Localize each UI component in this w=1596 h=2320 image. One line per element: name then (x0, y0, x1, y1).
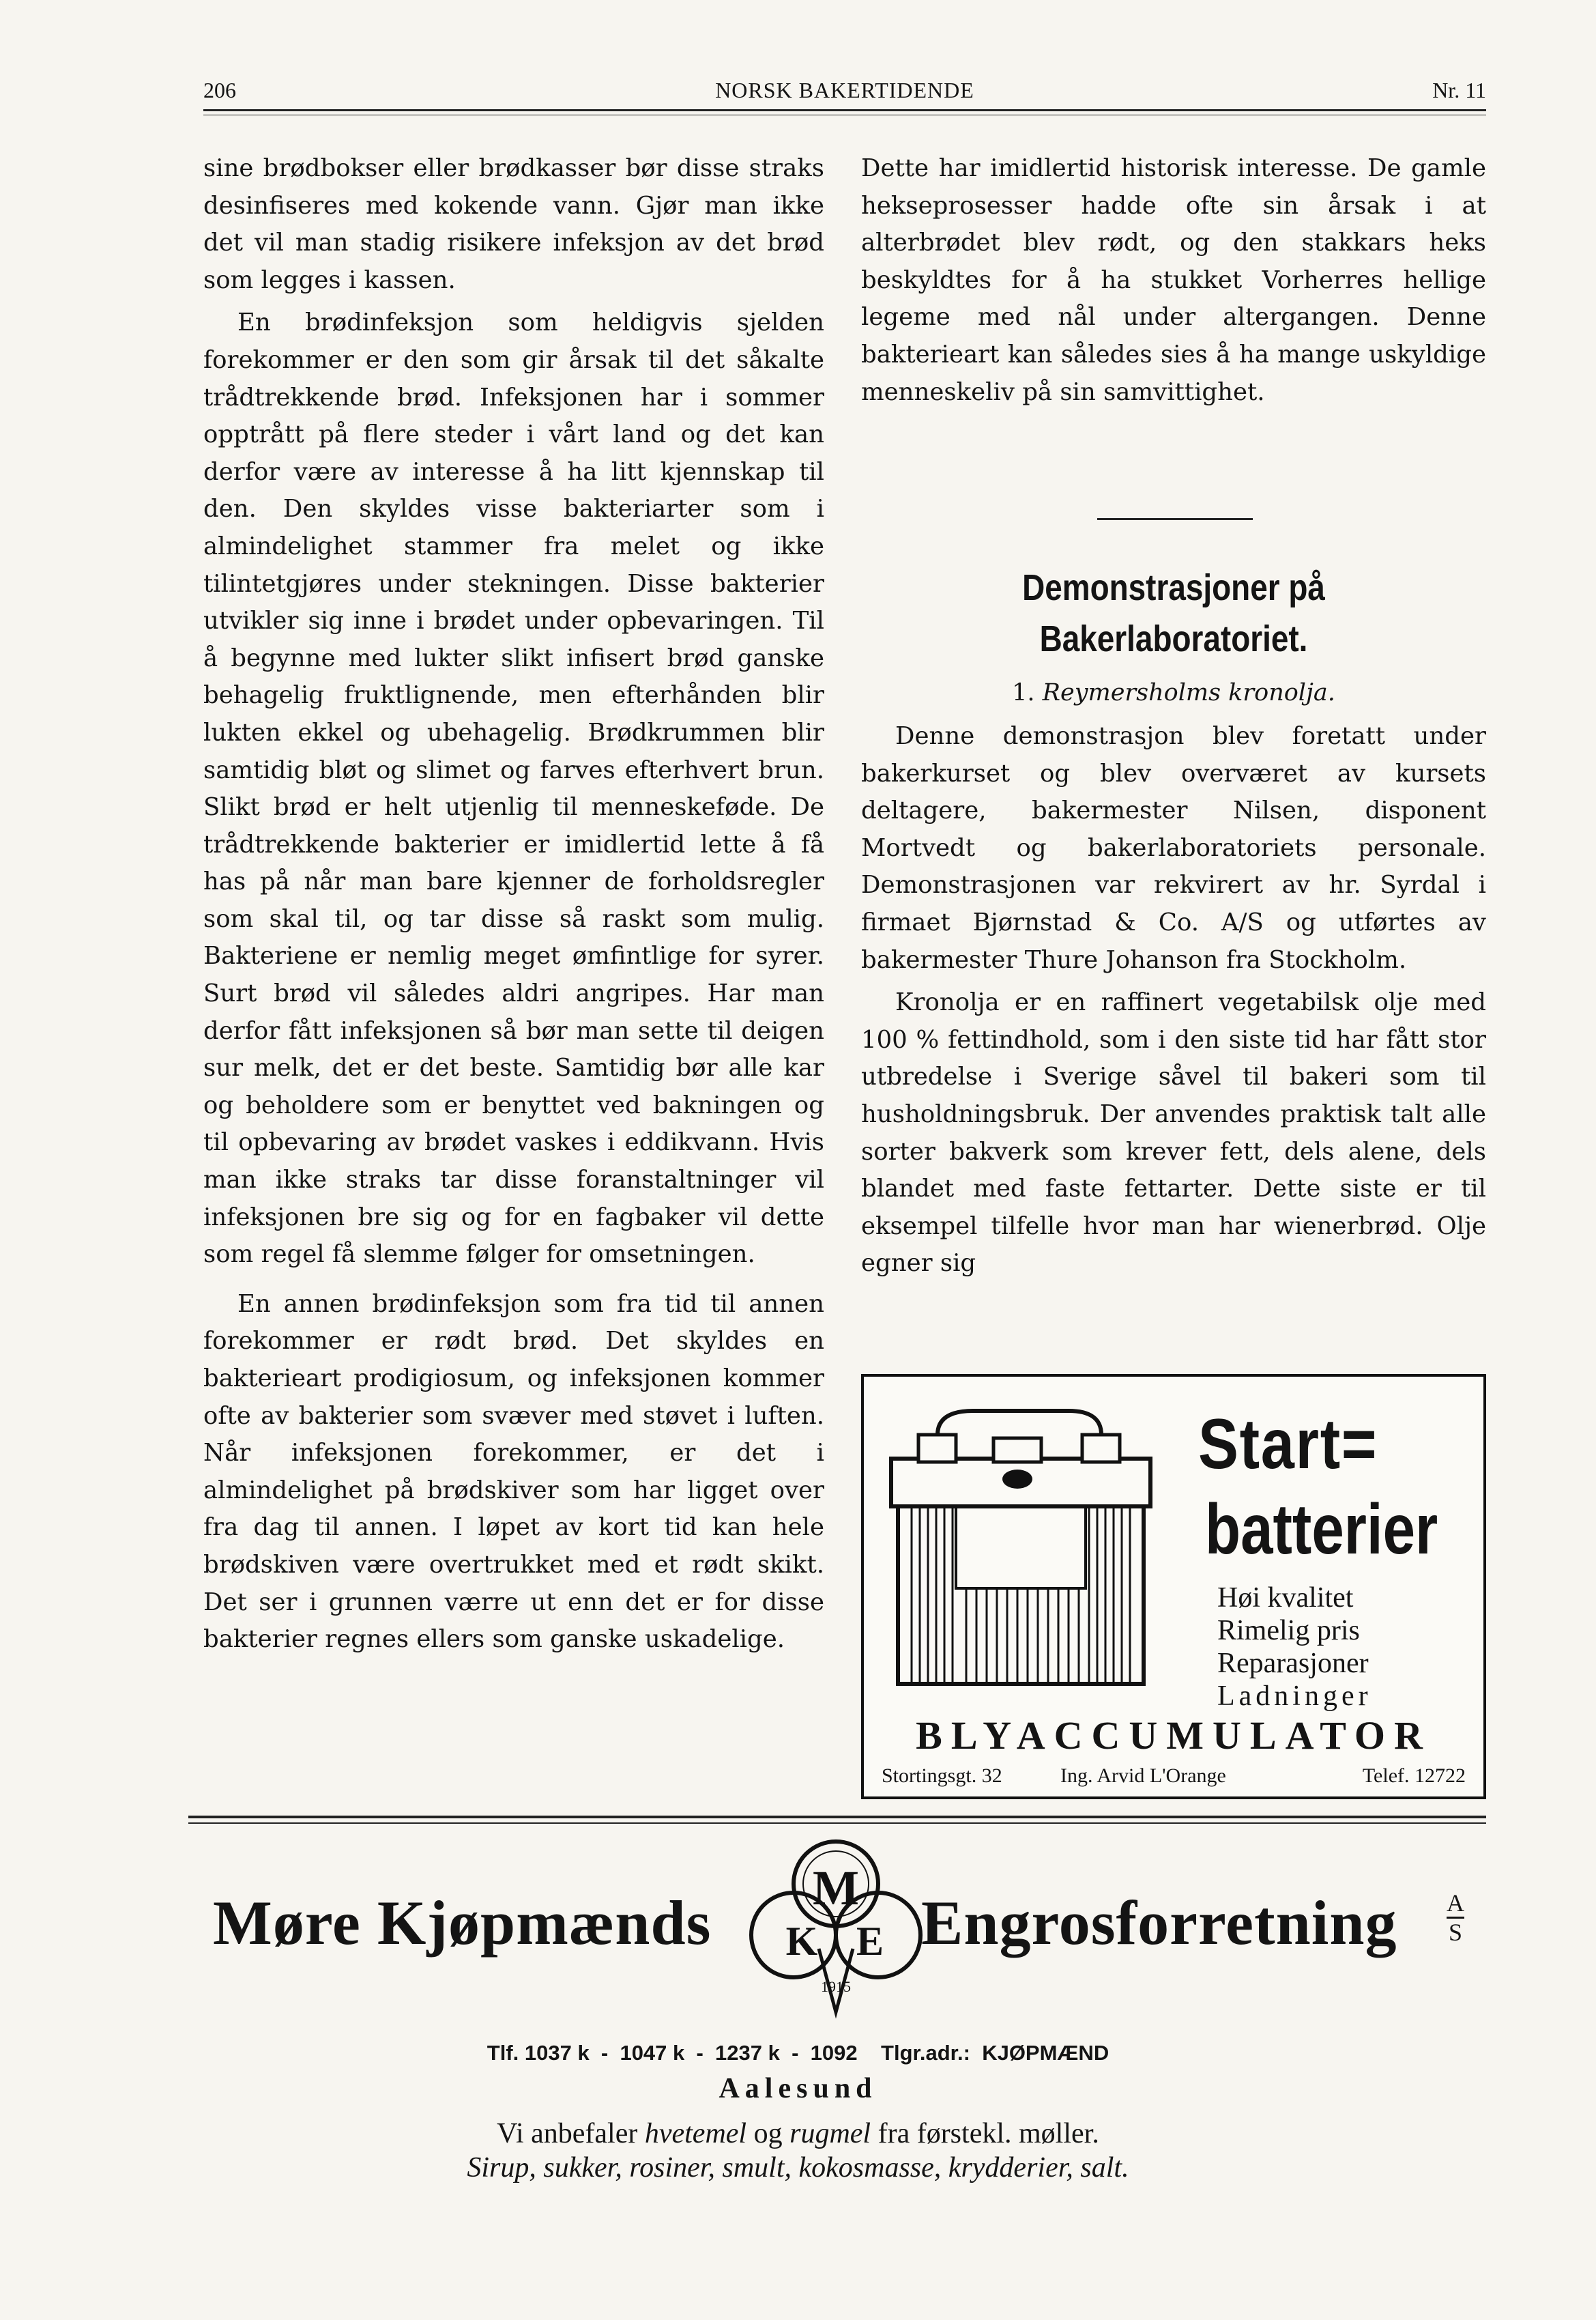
line1-item2: rugmel (789, 2118, 871, 2149)
article-heading-line2: Bakerlaboratoriet. (1039, 618, 1308, 659)
paragraph: Dette har imidlertid historisk interesse. De gamle hekseprosesser hadde ofte sin årsak i at alterbrødet blev rødt, og den stakkars heks beskyldtes for å ha stukket Vorherres hellige legeme med nål under altergangen. Denne bakterieart kan således sies å ha mange uskyldige menneskeliv på sin samvittighet. (861, 154, 1486, 406)
logo-letter-m: M (813, 1861, 859, 1915)
product-line-2: Sirup, sukker, rosiner, smult, kokosmasse, krydderier, salt. (467, 2152, 1129, 2183)
paragraph: En brødinfeksjon som heldigvis sjelden forekommer er den som gir årsak til det såkalte trådtrekkende brød. Infeksjonen har i sommer opptrått på flere steder i vårt land og det kan derfor være av interesse å ha litt kjennskap til den. Den skyldes visse bakteriarter som i almindelighet stammer fra melet og ikke tilintetgjøres under stekningen. Disse bakterier utvikler sig inne i brødet under opbevaringen. Til å begynne med lukter slikt infisert brød ganske behagelig fruktlignende, men efterhånden blir lukten ekkel og ubehagelig. Brødkrummen blir samtidig bløt og slimet og farves efterhvert brun. Slikt brød er helt utjenlig til menneskeføde. De trådtrekkende bakterier er imidlertid lette å få has på når man bare kjenner de forholdsregler som skal til, og tar disse så raskt som mulig. Bakteriene er nemlig meget ømfintlige for syrer. Surt brød vil således aldri angripes. Har man derfor fått infeksjonen så bør man sette til deigen sur melk, det er det beste. Samtidig bør alle kar og beholdere som er benyttet ved bakningen og til opbevaring av brødet vaskes i eddikvann. Hvis man ikke straks tar disse foranstaltninger vil infeksjonen bre sig og for en fagbaker vil dette som regel få slemme følger for omsetningen. (203, 309, 824, 1269)
bottom-ad-rule-thin (188, 1822, 1486, 1824)
paragraph: Kronolja er en raffinert vegetabilsk olje med 100 % fettindhold, som i den siste tid har fått stor utbredelse i Sverige såvel til bakeri som til husholdningsbruk. Der anvendes praktisk talt alle sorter bakverk som krever fett, dels alene, dels blandet med faste fettarter. Dette siste er til eksempel tilfelle hvor man har wienerbrød. Olje egner sig (861, 988, 1486, 1278)
paragraph: sine brødbokser eller brødkasser bør disse straks desinfiseres med kokende vann. Gjør man ikke det vil man stadig risikere infeksjon av det brød som legges i kassen. (203, 154, 824, 294)
line1-item1: hvetemel (644, 2118, 747, 2149)
ad-title-line2: batterier (1205, 1490, 1438, 1569)
paragraph: Denne demonstrasjon blev foretatt under bakerkurset og blev overværet av kursets deltagere, bakermester Nilsen, disponent Mortvedt og bakerlaboratoriets personale. Demonstrasjonen var rekvirert av hr. Syrdal i firmaet Bjørnstad & Co. A/S og utførtes av bakermester Thure Johanson fra Stockholm. (861, 722, 1486, 974)
company-suffix (1447, 1889, 1464, 1946)
company-logo (747, 1829, 925, 2020)
ad-feature: Ladninger (1217, 1680, 1372, 1712)
article-heading-line1: Demonstrasjoner på (1022, 567, 1325, 608)
line1-mid: og (746, 2118, 790, 2149)
page-header (203, 74, 1486, 108)
subtitle-text: Reymersholms kronolja. (1042, 679, 1335, 706)
ad-address: Stortingsgt. 32 (882, 1764, 1002, 1787)
subtitle-number: 1. (1012, 679, 1035, 706)
article-subtitle (861, 679, 1486, 706)
company-name-left: Møre Kjøpmænds (213, 1888, 712, 1958)
logo-letter-e: E (856, 1919, 884, 1964)
right-column (861, 150, 1486, 411)
line1-post: fra førstekl. møller. (871, 2118, 1099, 2149)
ad-phone: Telef. 12722 (1362, 1764, 1466, 1787)
company-city: Aalesund (719, 2073, 877, 2104)
ad-feature: Reparasjoner (1217, 1648, 1369, 1679)
article-body (861, 718, 1486, 1283)
header-rule (203, 109, 1486, 111)
left-column (203, 150, 824, 1659)
product-line-1 (0, 2117, 1596, 2150)
logo-year: 1915 (821, 1978, 851, 1995)
bottom-ad-rule (188, 1816, 1486, 1818)
suffix-top: A (1447, 1889, 1464, 1917)
ad-feature: Høi kvalitet (1217, 1582, 1354, 1614)
page-number: 206 (203, 78, 236, 102)
battery-illustration (877, 1397, 1164, 1698)
battery-advertisement (861, 1374, 1486, 1799)
ad-title-line1: Start= (1198, 1405, 1378, 1484)
company-phones: Tlf. 1037 k - 1047 k - 1237 k - 1092 Tlgr.adr.: KJØPMÆND (487, 2041, 1109, 2065)
logo-letter-k: K (785, 1919, 818, 1964)
section-divider (1097, 518, 1253, 520)
company-name-right: Engrosforretning (921, 1888, 1397, 1958)
line1-pre: Vi anbefaler (497, 2118, 645, 2149)
paragraph: En annen brødinfeksjon som fra tid til annen forekommer er rødt brød. Det skyldes en bakterieart prodigiosum, og infeksjonen kommer ofte av bakterier som svæver med støvet i luften. Når infeksjonen forekommer, er det i almindelighet på brødskiver som har ligget over fra dag til annen. I løpet av kort tid kan hele brødskiven være overtrukket med et rødt skikt. Det ser i grunnen værre ut enn det er for disse bakterier regnes ellers som ganske uskadelige. (203, 1289, 824, 1654)
issue-number: Nr. 11 (1432, 78, 1486, 102)
suffix-bottom: S (1448, 1919, 1463, 1946)
ad-feature: Rimelig pris (1217, 1615, 1360, 1646)
publication-title: NORSK BAKERTIDENDE (715, 78, 974, 102)
ad-brand: BLYACCUMULATOR (916, 1713, 1432, 1758)
ad-contact: Ing. Arvid L'Orange (1060, 1764, 1226, 1787)
